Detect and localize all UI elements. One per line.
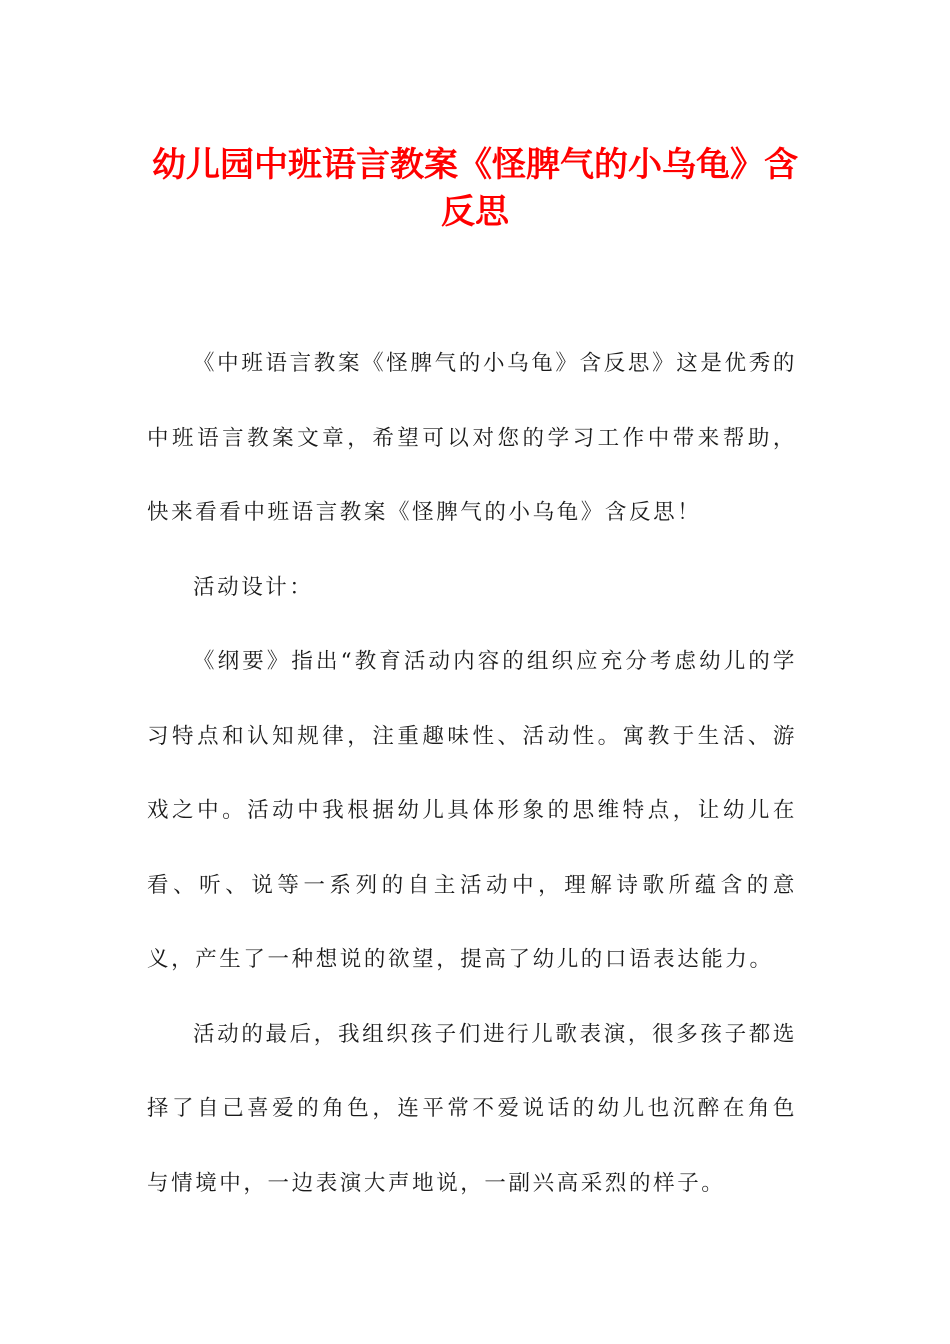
paragraph-intro: 《中班语言教案《怪脾气的小乌龟》含反思》这是优秀的中班语言教案文章，希望可以对您的学习工作中带来帮助，快来看看中班语言教案《怪脾气的小乌龟》含反思！ bbox=[147, 351, 797, 525]
document-title: 幼儿园中班语言教案《怪脾气的小乌龟》含反思 bbox=[152, 145, 798, 232]
document-body bbox=[147, 327, 797, 1221]
paragraph-activity-design-heading: 活动设计： bbox=[193, 574, 314, 600]
paragraph-outline: 《纲要》指出“教育活动内容的组织应充分考虑幼儿的学习特点和认知规律，注重趣味性、活动性。寓教于生活、游戏之中。活动中我根据幼儿具体形象的思维特点，让幼儿在看、听、说等一系列的自主活动中，理解诗歌所蕴含的意义，产生了一种想说的欲望，提高了幼儿的口语表达能力。 bbox=[147, 649, 797, 972]
paragraph-ending: 活动的最后，我组织孩子们进行儿歌表演，很多孩子都选择了自己喜爱的角色，连平常不爱说话的幼儿也沉醉在角色与情境中，一边表演大声地说，一副兴高采烈的样子。 bbox=[147, 1021, 797, 1196]
